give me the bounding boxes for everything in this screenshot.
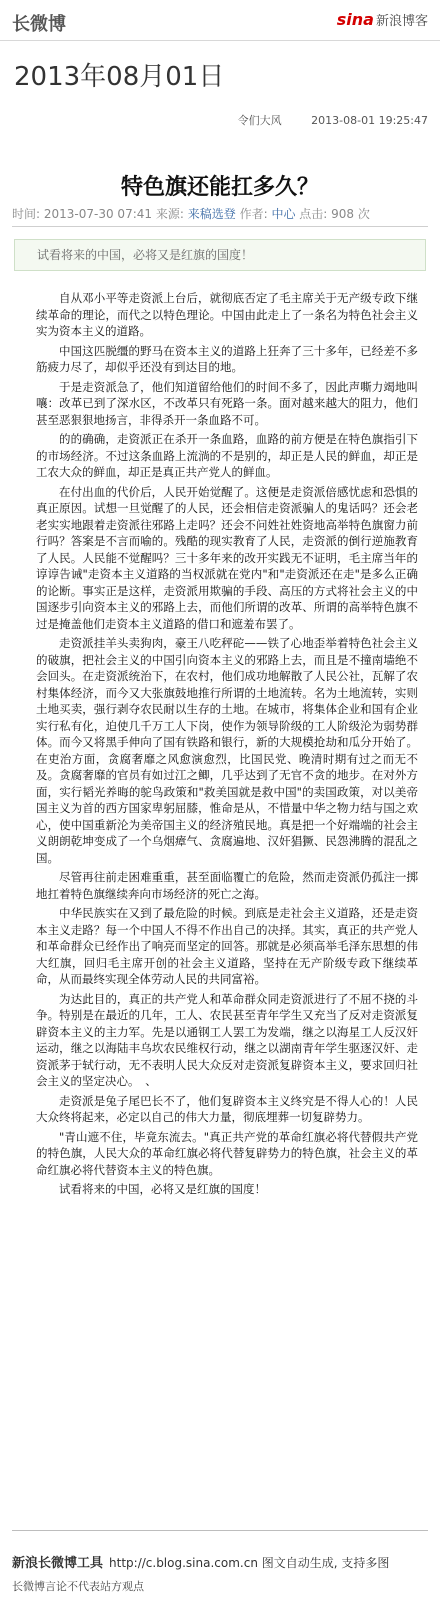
source-value[interactable]: 来稿选登 (187, 207, 236, 221)
brand-title: 长微博 (12, 14, 66, 35)
article-paragraph: "青山遮不住，毕竟东流去。"真正共产党的革命红旗必将代替假共产党的特色旗，人民大众的革命红旗必将代替复辟势力的特色旗，社会主义的革命红旗必将代替资本主义的特色旗。 (36, 1129, 418, 1177)
publish-time: 2013-07-30 07:41 (43, 207, 153, 221)
footer-divider (12, 1530, 428, 1531)
footer-tool (12, 1552, 389, 1571)
source-label: 来源: (155, 207, 184, 221)
article-title: 特色旗还能扛多久？ (120, 175, 319, 200)
footer-tool-name: 新浪长微博工具 (12, 1556, 104, 1571)
footer-disclaimer: 长微博言论不代表站方观点 (12, 1580, 144, 1593)
time-label: 时间: (12, 207, 41, 221)
title-divider (12, 226, 428, 227)
clicks-label: 点击: (299, 207, 328, 221)
top-bar (0, 0, 440, 41)
article-paragraph: 尽管再往前走困难重重，甚至面临覆亡的危险，然而走资派仍孤注一掷地扛着特色旗继续奔向市场经济的死亡之海。 (36, 870, 418, 901)
sina-blog-label: 新浪博客 (375, 14, 428, 29)
sina-logo-icon: sina (336, 10, 374, 29)
author-value[interactable]: 中心 (271, 207, 296, 221)
clicks-count: 908 次 (331, 207, 370, 221)
post-author[interactable]: 令们大风 (237, 114, 282, 127)
article-paragraph: 走资派挂羊头卖狗肉，豪王八吃秤砣——铁了心地歪举着特色社会主义的破旗，把社会主义的中国引向资本主义的邪路上去，而且是不撞南墙绝不会回头。在走资派统治下，在农村，他们成功地解散了人民公社，瓦解了农村集体经济，而今又大张旗鼓地推行所谓的土地流转。名为土地流转，实则土地买卖，强行剥夺农民耐以生存的土地。在城市，将集体企业和国有企业实行私有化，迫使几千万工人下岗，使作为领导阶级的工人阶级沦为弱势群体。而今又将黑手伸向了国有铁路和银行，新的大规模抢劫和瓜分开始了。在吏治方面，贪腐奢靡之风愈演愈烈，比国民党、晚清时期有过之而无不及。贪腐奢靡的官员有如过江之鲫，几乎达到了无官不贪的地步。在对外方面，实行韬光养晦的鸵鸟政策和"救美国就是救中国"的卖国政策，对以美帝国主义为首的西方国家卑躬屈膝，惟命是从，不惜量中华之物力结与国之欢心，使中国重新沦为美帝国主义的经济殖民地。真是把一个好端端的社会主义朗朗乾坤变成了一个乌烟瘴气、贪腐遍地、汉奸猖獗、民怨沸腾的混乱之国。 (36, 636, 418, 865)
article-paragraph: 试看将来的中国，必将又是红旗的国度！ (59, 1182, 266, 1196)
article-paragraph: 走资派是兔子尾巴长不了，他们复辟资本主义终究是不得人心的！人民大众终将起来，必定以自己的伟大力量，彻底埋葬一切复辟势力。 (36, 1093, 418, 1124)
article-paragraph: 中国这匹脱缰的野马在资本主义的道路上狂奔了三十多年，已经差不多筋疲力尽了，却似乎还没有到达目的地。 (36, 343, 418, 374)
sina-blog-logo[interactable] (337, 10, 428, 29)
article-paragraph: 为达此目的，真正的共产党人和革命群众同走资派进行了不屈不挠的斗争。特别是在最近的几年，工人、农民甚至青年学生又充当了反对走资派复辟资本主义的主力军。先是以通钢工人罢工为发端，继之以海星工人反汉奸运动，继之以海陆丰乌坎农民维权行动，继之以湖南青年学生驱逐汉奸、走资派茅于轼行动，无不表明人民大众反对走资派复辟资本主义，要求回归社会主义的坚定决心。 、 (36, 991, 418, 1088)
article-paragraph: 的的确确，走资派正在杀开一条血路，血路的前方便是在特色旗指引下的市场经济。不过这条血路上流淌的不是别的，却正是人民的鲜血，却正是工农大众的鲜血，却正是真正共产党人的鲜血。 (36, 432, 418, 479)
article-summary: 试看将来的中国，必将又是红旗的国度！ (14, 239, 426, 271)
article-paragraph: 于是走资派急了，他们知道留给他们的时间不多了，因此声嘶力竭地叫嚷：改革已到了深水区，不改革只有死路一条。面对越来越大的阻力，他们甚至恶狠狠地扬言，非得杀开一条血路不可。 (36, 379, 418, 427)
article-body (36, 290, 418, 1201)
post-timestamp: 2013-08-01 19:25:47 (311, 114, 428, 127)
date-heading: 2013年08月01日 (14, 62, 225, 92)
article-paragraph: 中华民族实在又到了最危险的时候。到底是走社会主义道路，还是走资本主义走路？每一个中国人不得不作出自己的决择。其实，真正的共产党人和革命群众已经作出了响亮而坚定的回答。那就是必须高举毛泽东思想的伟大红旗，回归毛主席开创的社会主义道路，坚持在无产阶级专政下继续革命，从而最终实现全体劳动人民的共同富裕。 (36, 906, 418, 986)
author-label: 作者: (239, 207, 268, 221)
article-paragraph: 自从邓小平等走资派上台后，就彻底否定了毛主席关于无产级专政下继续革命的理论，而代之以特色理论。中国由此走上了一条名为特色社会主义实为资本主义的道路。 (36, 291, 418, 338)
article-paragraph: 在付出血的代价后，人民开始觉醒了。这便是走资派倍感忧虑和恐惧的真正原因。试想一旦觉醒了的人民，还会相信走资派骗人的鬼话吗？还会老老实实地跟着走资派往邪路上走吗？还会不问姓社姓资地高举特色旗窗力前行吗？答案是不言而喻的。残酷的现实教育了人民，走资派的倒行逆施教育了人民。人民能不觉醒吗？三十多年来的改开实践无不证明，毛主席当年的谆谆告诫"走资本主义道路的当权派就在党内"和"走资派还在走"是多么正确的论断。事实正是这样，走资派用欺骗的手段、高压的方式将社会主义的中国逐步引向资本主义的邪路上去，而他们所谓的改革、所谓的高举特色旗不过是掩盖他们走资本主义道路的借口和遮羞布罢了。 (36, 484, 418, 631)
article-meta (12, 205, 370, 222)
post-info (0, 112, 428, 128)
footer-tool-desc[interactable]: http://c.blog.sina.com.cn 图文自动生成, 支持多图 (109, 1556, 390, 1570)
